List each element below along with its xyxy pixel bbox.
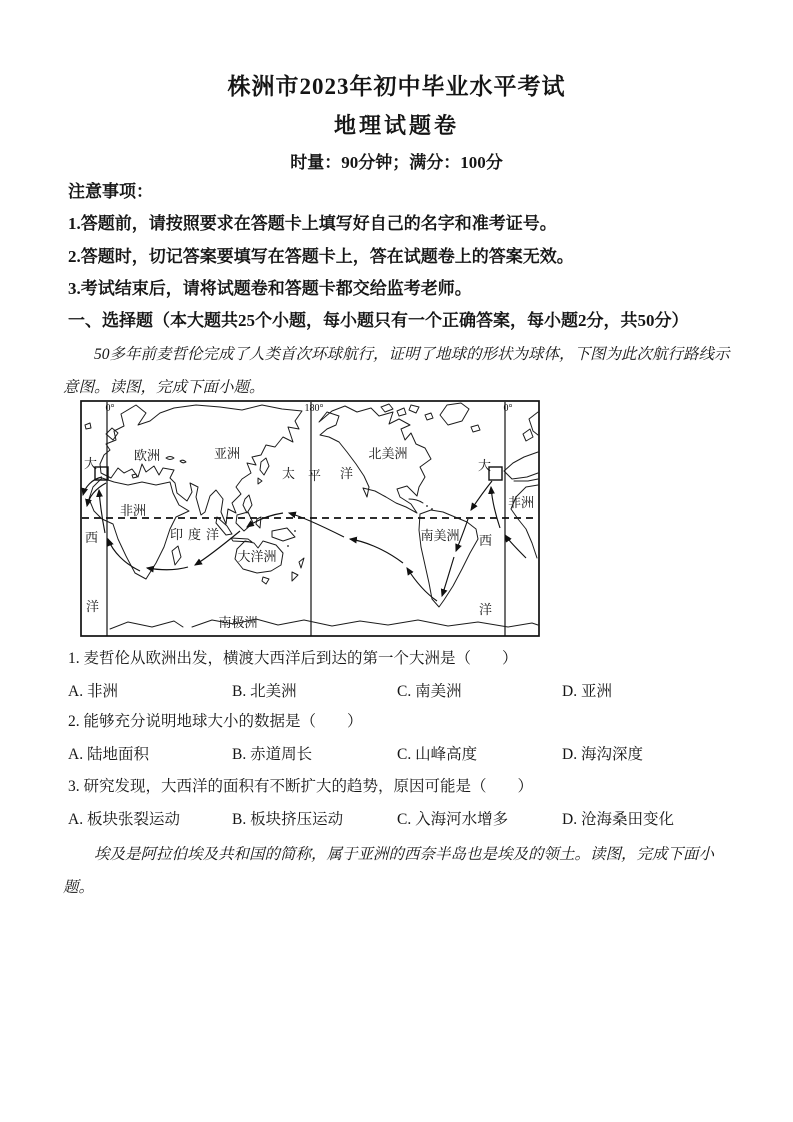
antarctica-coastline <box>110 619 538 629</box>
passage-magellan: 50多年前麦哲伦完成了人类首次环球航行，证明了地球的形状为球体，下图为此次航行路线示意图。读图，完成下面小题。 <box>63 346 730 396</box>
arctic-islands <box>85 404 480 432</box>
notice-item-2: 2.答题时，切记答案要填写在答题卡上，答在试题卷上的答案无效。 <box>68 247 574 266</box>
option-3-d: D. 沧海桑田变化 <box>562 811 674 828</box>
map-label-atlantic-right-3: 洋 <box>479 602 493 617</box>
south-america-coastline <box>419 510 478 607</box>
option-3-c: C. 入海河水增多 <box>397 811 509 828</box>
map-label-pacific-1: 太 <box>282 466 296 481</box>
question-1-stem: 1. 麦哲伦从欧洲出发，横渡大西洋后到达的第一个大洲是（ ） <box>68 650 518 667</box>
map-label-pacific-3: 洋 <box>340 466 354 481</box>
notice-item-1: 1.答题前，请按照要求在答题卡上填写好自己的名字和准考证号。 <box>68 214 557 233</box>
world-map-figure <box>80 400 540 637</box>
option-3-a: A. 板块张裂运动 <box>68 811 180 828</box>
page-subtitle: 地理试题卷 <box>333 113 459 138</box>
map-label-indian-ocean: 印度洋 <box>169 527 225 542</box>
option-2-a: A. 陆地面积 <box>68 746 149 763</box>
map-label-south-america: 南美洲 <box>420 528 460 543</box>
question-3-options <box>68 810 753 829</box>
page-title: 株洲市2023年初中毕业水平考试 <box>227 74 566 99</box>
option-2-b: B. 赤道周长 <box>232 746 313 763</box>
meridian-label-left: 0° <box>105 403 115 414</box>
option-2-c: C. 山峰高度 <box>397 746 478 763</box>
magellan-route-arrows <box>83 477 526 601</box>
map-label-atlantic-right-1: 大 <box>478 458 492 473</box>
map-label-atlantic-left-1: 大 <box>84 456 98 471</box>
pacific-islet <box>276 517 278 519</box>
iberia-duplicate-right <box>504 452 538 479</box>
notice-heading: 注意事项： <box>68 182 153 201</box>
pacific-islet <box>294 530 296 532</box>
map-label-atlantic-left-3: 洋 <box>86 599 100 614</box>
section-heading: 一、选择题（本大题共25个小题，每小题只有一个正确答案，每小题2分，共50分） <box>68 311 689 330</box>
option-2-d: D. 海沟深度 <box>562 746 643 763</box>
caribbean-islet <box>431 508 433 510</box>
question-2-options <box>68 745 753 764</box>
caribbean-cuba-line <box>409 499 423 503</box>
caribbean-islet <box>426 505 428 507</box>
exam-duration-score: 时量：90分钟；满分：100分 <box>290 153 503 172</box>
map-label-antarctica: 南极洲 <box>218 615 258 630</box>
option-3-b: B. 板块挤压运动 <box>232 811 344 828</box>
map-label-atlantic-left-2: 西 <box>85 530 99 545</box>
notice-item-3: 3.考试结束后，请将试题卷和答题卡都交给监考老师。 <box>68 279 472 298</box>
map-label-africa-west: 非洲 <box>119 503 147 518</box>
option-1-a: A. 非洲 <box>68 683 118 700</box>
passage-egypt: 埃及是阿拉伯埃及共和国的简称，属于亚洲的西奈半岛也是埃及的领土。读图，完成下面小题。 <box>63 846 715 896</box>
option-1-d: D. 亚洲 <box>562 683 612 700</box>
meridian-label-middle: 180° <box>304 403 324 414</box>
option-1-c: C. 南美洲 <box>397 683 462 700</box>
greenland-island <box>440 403 469 425</box>
scandinavia-uk-duplicate-right <box>523 412 538 441</box>
map-label-atlantic-right-2: 西 <box>479 533 493 548</box>
madagascar-island <box>172 546 181 565</box>
map-label-europe: 欧洲 <box>133 448 161 463</box>
pacific-islet <box>287 545 289 547</box>
map-label-africa-east: 非洲 <box>507 495 535 510</box>
japan-islands <box>258 458 269 484</box>
question-2-stem: 2. 能够充分说明地球大小的数据是（ ） <box>68 713 363 730</box>
world-map-svg <box>80 400 540 637</box>
question-1-options <box>68 682 753 701</box>
map-label-pacific-2: 平 <box>308 468 322 483</box>
map-label-north-america: 北美洲 <box>368 446 408 461</box>
meridian-label-right: 0° <box>503 403 513 414</box>
option-1-b: B. 北美洲 <box>232 683 297 700</box>
question-3-stem: 3. 研究发现，大西洋的面积有不断扩大的趋势，原因可能是（ ） <box>68 778 534 795</box>
map-label-oceania: 大洋洲 <box>237 549 277 564</box>
map-label-asia: 亚洲 <box>213 446 241 461</box>
